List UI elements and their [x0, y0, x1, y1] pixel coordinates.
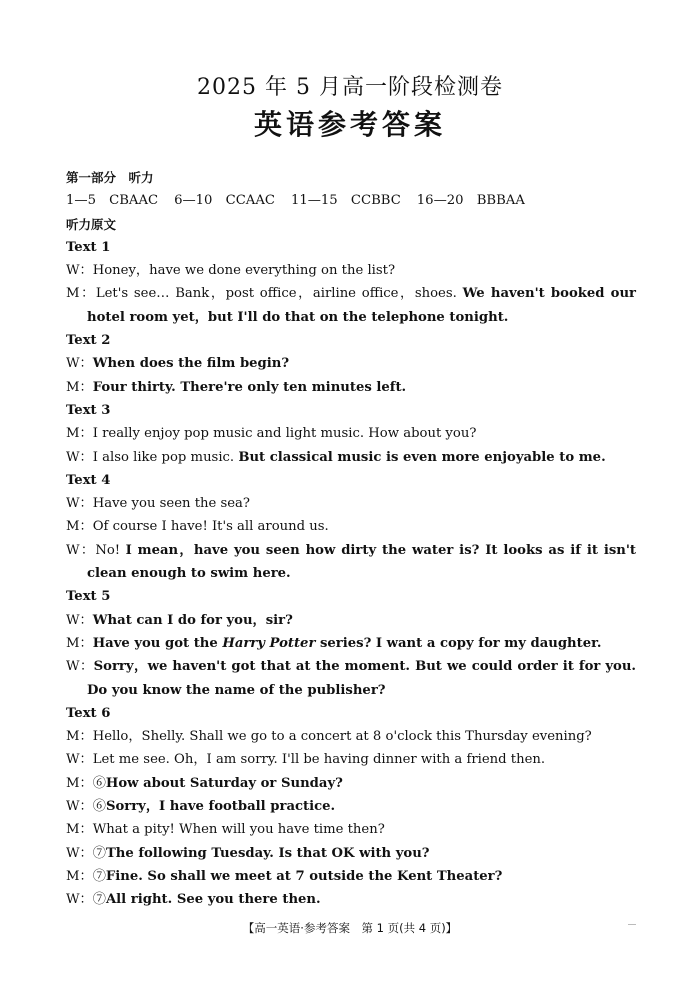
text-5-label: Text 5: [66, 589, 111, 605]
transcript-heading: 听力原文: [66, 216, 117, 232]
dialogue-line: [66, 865, 636, 888]
speaker: W：⑥: [66, 799, 106, 815]
text-3-label: Text 3: [66, 402, 111, 418]
section-heading-listening: 第一部分 听力: [66, 170, 154, 185]
answer-row: [66, 189, 636, 212]
dialogue-text: W：No!: [66, 542, 126, 558]
dialogue-line: W：Have you seen the sea?: [66, 496, 250, 512]
corner-mark: [628, 924, 636, 925]
speaker: W：: [66, 356, 93, 372]
key-sentence: The following Tuesday. Is that OK with you?: [105, 845, 430, 861]
key-sentence: series? I want a copy for my daughter.: [315, 635, 602, 651]
dialogue-text: M：Let's see… Bank，post office，airline office，shoes.: [66, 286, 463, 302]
dialogue-line: [66, 539, 636, 586]
key-sentence: Fine. So shall we meet at 7 outside the Kent Theater?: [105, 868, 503, 884]
book-title: Harry Potter: [222, 635, 316, 651]
dialogue-line: [66, 282, 636, 329]
key-sentence: All right. See you there then.: [105, 892, 321, 908]
dialogue-line: W：Let me see. Oh，I am sorry. I'll be having dinner with a friend then.: [66, 752, 546, 768]
dialogue-line: [66, 609, 636, 632]
key-sentence: Sorry，I have football practice.: [105, 799, 336, 815]
page-footer: 【高一英语·参考答案 第 1 页(共 4 页)】: [242, 921, 458, 935]
document-title: 英语参考答案: [253, 108, 446, 141]
answer-group-16-20: 16—20 BBBAA: [416, 193, 525, 209]
dialogue-line: [66, 446, 636, 469]
key-sentence: Have you got the: [92, 635, 223, 651]
speaker: M：: [66, 635, 93, 651]
key-sentence: But classical music is even more enjoyable to me.: [238, 449, 606, 465]
exam-title: 2025 年 5 月高一阶段检测卷: [197, 75, 503, 100]
document-body: [66, 166, 636, 912]
dialogue-line: M：I really enjoy pop music and light music. How about you?: [66, 426, 477, 442]
key-sentence: Sorry，we haven't got that at the moment. But we could order it for you. Do you know the name of the publisher?: [87, 659, 637, 698]
key-sentence: How about Saturday or Sunday?: [105, 775, 343, 791]
dialogue-line: W：Honey，have we done everything on the list?: [66, 263, 396, 279]
text-4-label: Text 4: [66, 472, 111, 488]
text-2-label: Text 2: [66, 333, 111, 349]
key-sentence: We haven't booked our hotel room yet，but I'll do that on the telephone tonight.: [87, 286, 636, 325]
speaker: W：⑦: [66, 845, 106, 861]
key-sentence: When does the film begin?: [92, 356, 290, 372]
dialogue-line: [66, 632, 636, 655]
dialogue-line: [66, 842, 636, 865]
text-6-label: Text 6: [66, 705, 111, 721]
speaker: M：: [66, 379, 93, 395]
speaker: W：⑦: [66, 892, 106, 908]
dialogue-text: W：I also like pop music.: [66, 449, 239, 465]
dialogue-line: [66, 888, 636, 911]
key-sentence: Four thirty. There're only ten minutes left.: [92, 379, 407, 395]
dialogue-line: [66, 376, 636, 399]
answer-group-6-10: 6—10 CCAAC: [174, 193, 275, 209]
dialogue-line: [66, 655, 636, 702]
dialogue-line: M：Hello，Shelly. Shall we go to a concert at 8 o'clock this Thursday evening?: [66, 729, 592, 745]
speaker: W：: [66, 659, 94, 675]
speaker: W：: [66, 612, 93, 628]
speaker: M：⑦: [66, 868, 106, 884]
answer-group-11-15: 11—15 CCBBC: [290, 193, 401, 209]
answer-group-1-5: 1—5 CBAAC: [66, 193, 159, 209]
key-sentence: I mean，have you seen how dirty the water is? It looks as if it isn't clean enough to swim here.: [87, 542, 636, 582]
text-1-label: Text 1: [66, 239, 111, 255]
key-sentence: What can I do for you，sir?: [92, 612, 293, 628]
speaker: M：⑥: [66, 775, 106, 791]
dialogue-line: M：What a pity! When will you have time then?: [66, 822, 385, 838]
dialogue-line: [66, 772, 636, 795]
dialogue-line: M：Of course I have! It's all around us.: [66, 519, 329, 535]
dialogue-line: [66, 352, 636, 375]
dialogue-line: [66, 795, 636, 818]
